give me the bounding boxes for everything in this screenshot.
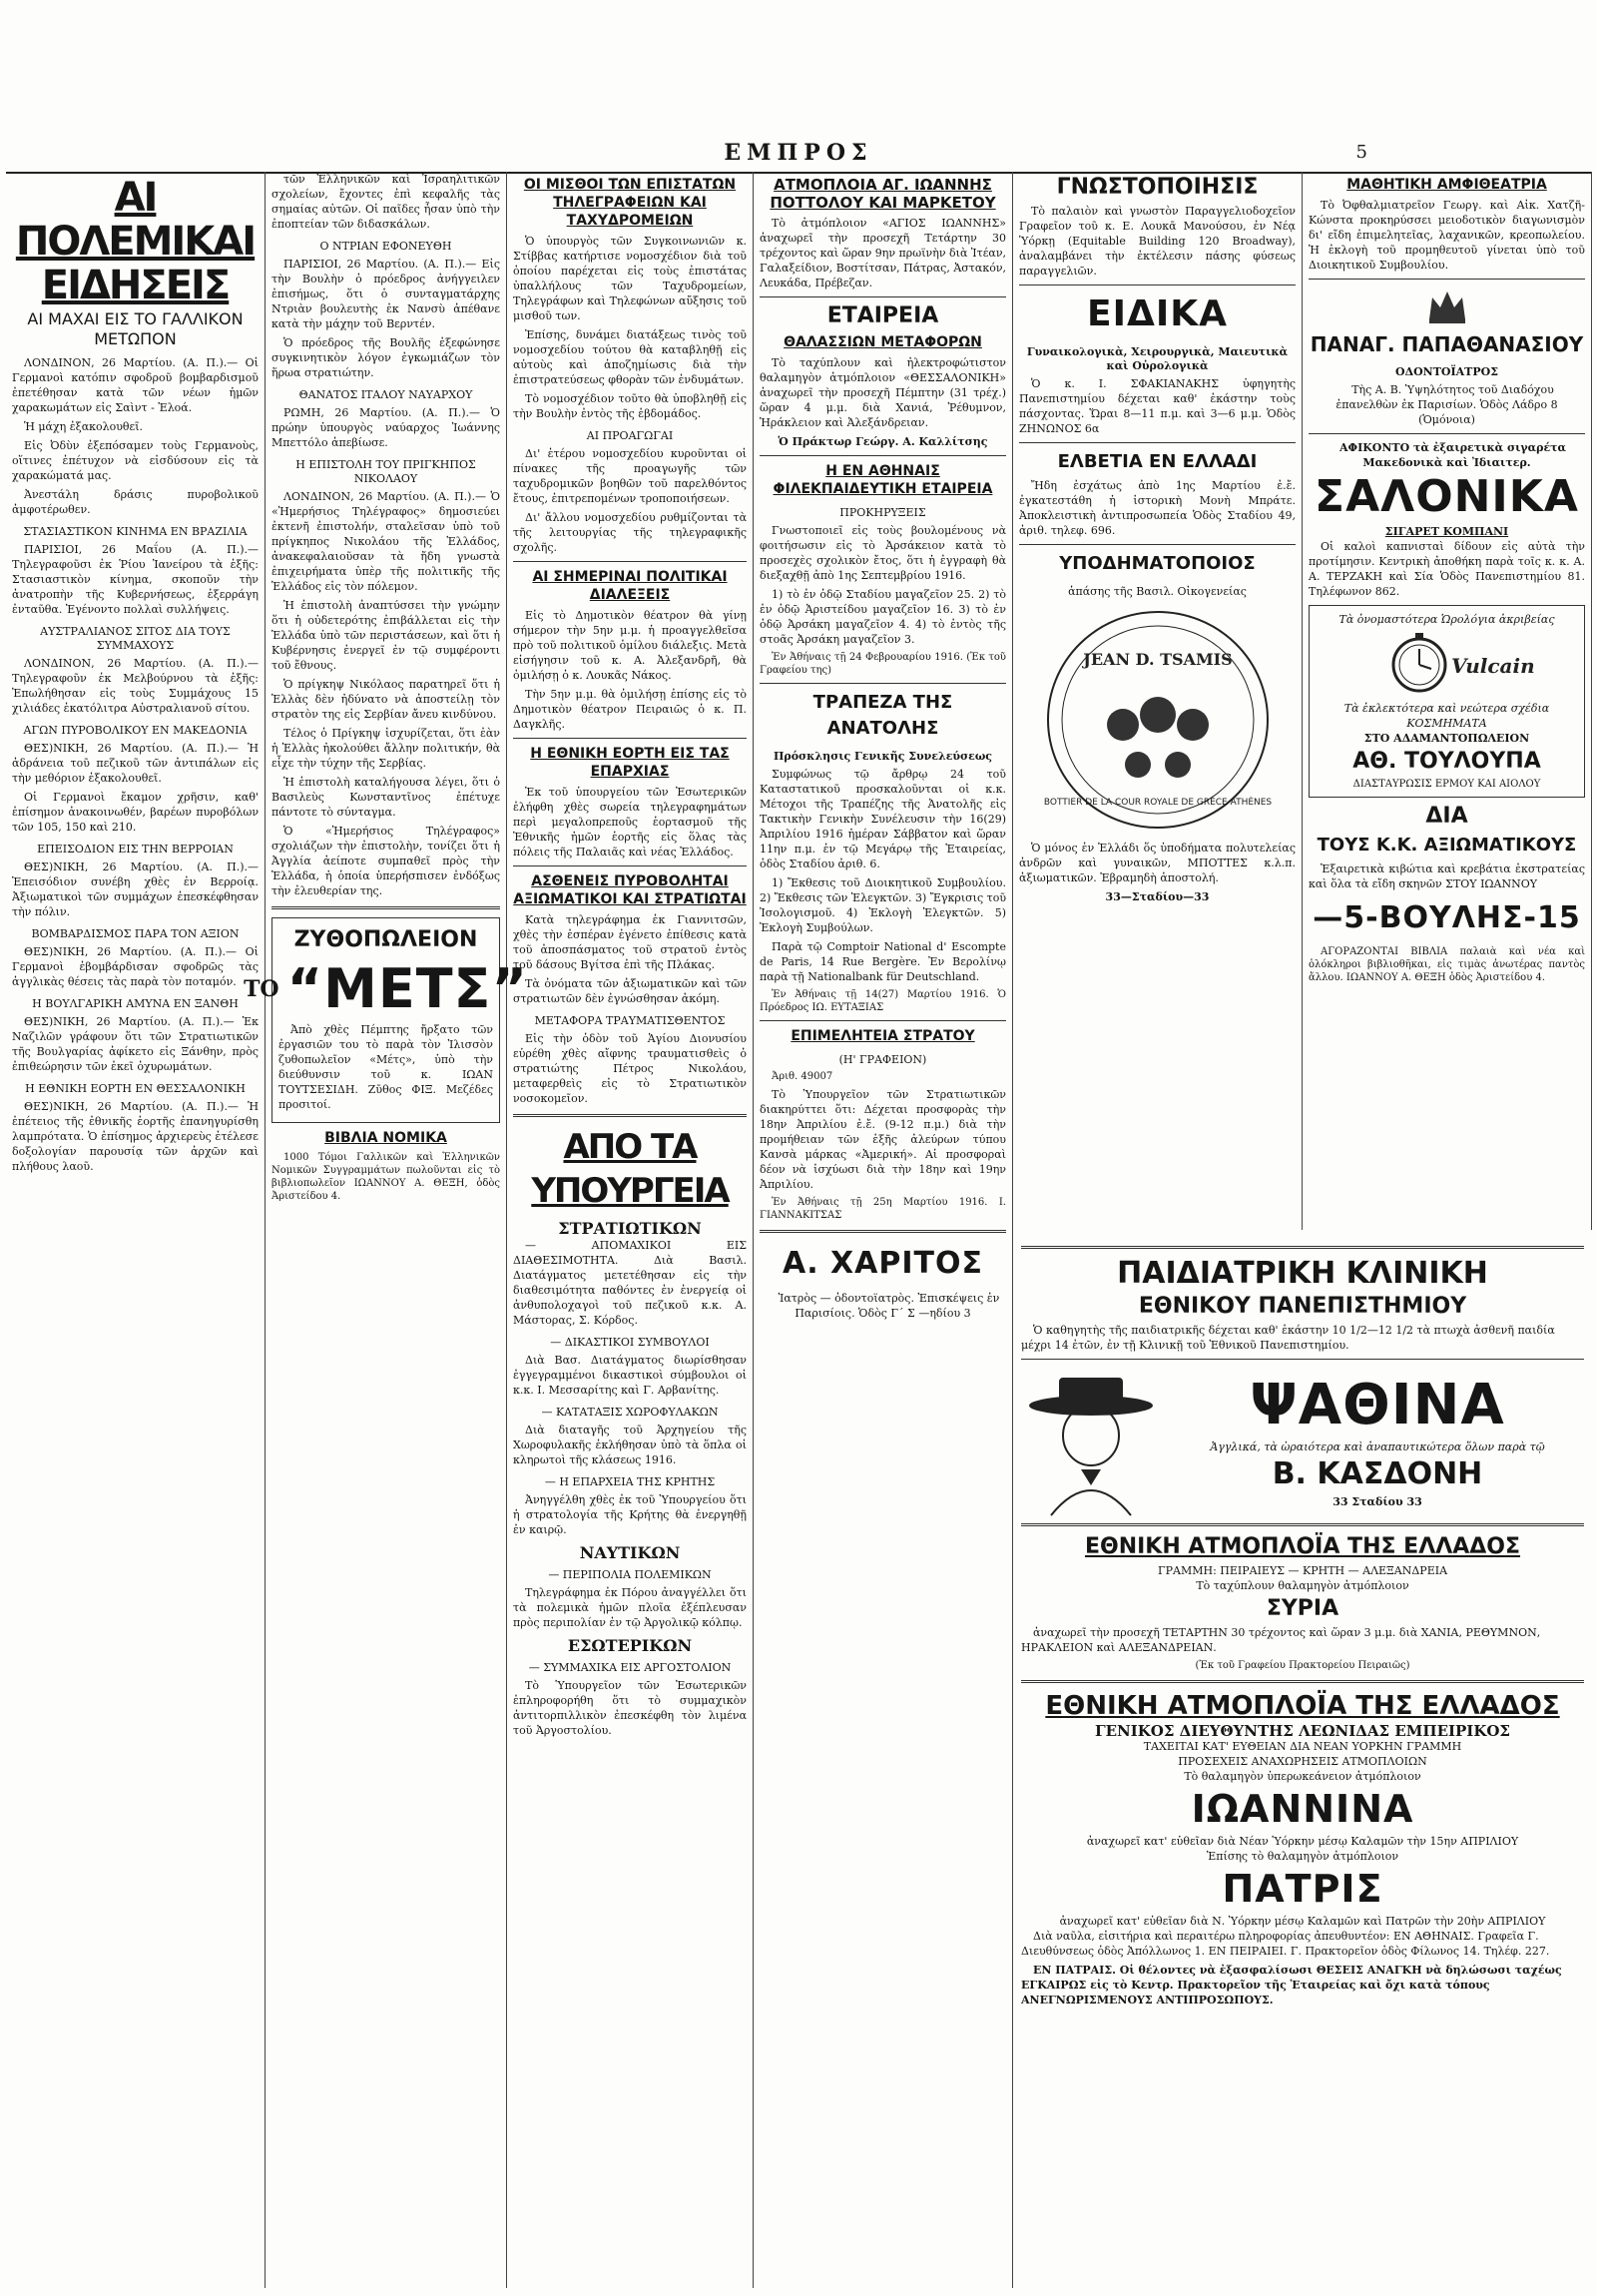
section-heading: ΕΣΩΤΕΡΙΚΩΝ	[567, 1636, 693, 1655]
column-6	[1303, 172, 1592, 1230]
announce-head: ΜΑΘΗΤΙΚΗ ΑΜΦΙΘΕΑΤΡΙΑ	[1346, 177, 1547, 193]
article-paragraph: Τέλος ὁ Πρίγκηψ ἰσχυρίζεται, ὅτι ἐὰν ἡ Ἑλλὰς ἠκολούθει ἄλλην πολιτικήν, θὰ εἶχε τὴν τύχην τῆς Σερβίας.	[271, 727, 500, 770]
article-paragraph: Εἰς τὴν ὁδὸν τοῦ Ἁγίου Διονυσίου εὑρέθη χθὲς αἴφνης τραυματισθεὶς ὁ στρατιώτης Πέτρος Νικολάου, μεταφερθεὶς εἰς τὸ Στρατιωτικὸν νοσοκομεῖον.	[513, 1032, 747, 1105]
hat-head: ΨΑΘΙΝΑ	[1250, 1373, 1505, 1437]
notice-head: ΓΝΩΣΤΟΠΟΙΗΣΙΣ	[1056, 175, 1259, 200]
bank-sub: Πρόσκλησις Γενικῆς Συνελεύσεως	[773, 750, 993, 763]
article-paragraph: ΘΕΣ)ΝΙΚΗ, 26 Μαρτίου. (Α. Π.).— Ἡ ἐπέτειος τῆς ἐθνικῆς ἑορτῆς ἐπανηγυρίσθη λαμπρότατα. Ὁ ἐπίσημος ἀρχιερεὺς ἐτέλεσε δοξολογίαν παρουσίᾳ τῶν ἀρχῶν καὶ πλήθους λαοῦ.	[12, 1100, 259, 1173]
article-paragraph: ΠΑΡΙΣΙΟΙ, 26 Μαρτίου. (Α. Π.).— Εἰς τὴν Βουλὴν ὁ πρόεδρος ἀνήγγειλεν ἐπισήμως, ὅτι ὁ συνταγματάρχης Ντριὰν βουλευτὴς ἐκ Νανσὺ ἀπέθανε κατὰ τὴν μάχην τοῦ Βερντέν.	[271, 258, 500, 330]
divider	[1309, 433, 1585, 434]
army-supply-sub: (Η' ΓΡΑΦΕΙΟΝ)	[838, 1053, 927, 1066]
article-paragraph: Εἰς τὸ Δημοτικὸν θέατρον θὰ γίνῃ σήμερον τὴν 5ην μ.μ. ἡ προαγγελθεῖσα πρὸ τοῦ πολιτικοῦ ὁμίλου διάλεξις. Μετὰ εἰσήγησιν τοῦ κ. Α. Ἀλεξανδρῆ, θὰ ὁμιλήσῃ ὁ κ. Λουκᾶς Νάκος.	[513, 609, 747, 682]
headline-war-news: ΑΙ ΠΟΛΕΜΙΚΑΙ ΕΙΔΗΣΕΙΣ	[15, 175, 256, 308]
article-paragraph: Τὴν 5ην μ.μ. θὰ ὁμιλήσῃ ἐπίσης εἰς τὸ Δημοτικὸν θέατρον Πειραιῶς ὁ κ. Π. Δαγκλῆς.	[513, 688, 747, 731]
article-paragraph: Ἡ ἐπιστολὴ ἀναπτύσσει τὴν γνώμην ὅτι ἡ οὐδετερότης ἐπιβάλλεται εἰς τὴν Ἑλλάδα ὑπὸ τῶν περιστάσεων, καὶ ὅτι ἡ Κυβέρνησις ἐνεργεῖ ἐν τῷ συμφέροντι τοῦ ἔθνους.	[271, 599, 500, 672]
shoemaker-text: Ὁ μόνος ἐν Ἑλλάδι ὅς ὑποδήματα πολυτελείας ἀνδρῶν καὶ γυναικῶν, ΜΠΟΤΤΕΣ κ.λ.π. ἀξιωματικῶν. Ἐβραμηδὴ ἀποστολή.	[1019, 842, 1296, 884]
shoemaker-emblem	[1033, 605, 1283, 835]
society-text: Γνωστοποιεῖ εἰς τοὺς βουλομένους νὰ φοιτήσωσιν εἰς τὸ Ἀρσάκειον κατὰ τὸ προσεχὲς σχολικὸν ἔτος, ὅτι ἡ ἐγγραφὴ θὰ διεξαχθῇ ἀπὸ 1ης Σεπτεμβρίου 1916.	[760, 524, 1006, 582]
article-paragraph: Τηλεγράφημα ἐκ Πόρου ἀναγγέλλει ὅτι τὰ πολεμικὰ ἡμῶν πλοῖα ἐξέπλευσαν πρὸς περιπολίαν ἐν τῷ Ἀργολικῷ κόλπῳ.	[513, 1586, 747, 1629]
bank-sign: Ἐν Ἀθήναις τῇ 14(27) Μαρτίου 1916. Ὁ Πρόεδρος ΙΩ. ΕΥΤΑΞΙΑΣ	[760, 989, 1006, 1013]
shoemaker-head: ΥΠΟΔΗΜΑΤΟΠΟΙΟΣ	[1059, 553, 1256, 574]
cigarette-text: Οἱ καλοὶ καπνισταὶ δίδουν εἰς αὐτὰ τὴν προτίμησιν. Κεντρικὴ ἀποθήκη παρὰ τοῖς κ. κ. Α. Α. ΤΕΡΖΑΚΗ καὶ Σία Ὁδὸς Πανεπιστημίου 81. Τηλέφωνον 862.	[1309, 540, 1585, 598]
line2-dir: ΓΕΝΙΚΟΣ ΔΙΕΥΘΥΝΤΗΣ ΛΕΩΝΙΔΑΣ ΕΜΠΕΙΡΙΚΟΣ	[1094, 1722, 1511, 1740]
section-heading: ΒΟΜΒΑΡΔΙΣΜΟΣ ΠΑΡΑ ΤΟΝ ΑΞΙΟΝ	[31, 927, 240, 940]
dentist-text: Τὴς Α. Β. Ὑψηλότητος τοῦ Διαδόχου ἐπανελθὼν ἐκ Παρισίων. Ὁδὸς Λάδρο 8 (Ὁμόνοια)	[1335, 383, 1558, 426]
ad-brewery-name: “ΜΕΤΣ”	[286, 957, 528, 1020]
books-text: ΑΓΟΡΑΖΟΝΤΑΙ ΒΙΒΛΙΑ παλαιὰ καὶ νέα καὶ ὁλόκληροι βιβλιοθῆκαι, εἰς τιμὰς ἀνωτέρας παντὸς ἄλλου. ΙΩΑΝΝΟΥ Α. ΘΕΞΗ ὁδὸς Ἀριστείδου 4.	[1309, 946, 1585, 983]
section-heading: Η ΕΘΝΙΚΗ ΕΟΡΤΗ ΕΝ ΘΕΣΣΑΛΟΝΙΚΗ	[25, 1082, 246, 1095]
line1-ship: ΣΥΡΙΑ	[1266, 1596, 1339, 1621]
line2-text: Τὸ θαλαμηγὸν ὑπερωκεάνειον ἀτμόπλοιον	[1184, 1770, 1421, 1783]
line2-text-3: Ἐπίσης τὸ θαλαμηγὸν ἀτμόπλοιον	[1206, 1850, 1399, 1863]
headline-salaries: ΟΙ ΜΙΣΘΟΙ ΤΩΝ ΕΠΙΣΤΑΤΩΝ ΤΗΛΕΓΡΑΦΕΙΩΝ ΚΑΙ ΤΑΧΥΔΡΟΜΕΙΩΝ	[523, 177, 737, 229]
section-heading: ΝΑΥΤΙΚΩΝ	[579, 1543, 681, 1562]
article-paragraph: Εἰς Ὀδὺν ἐξεπόσαμεν τοὺς Γερμανοὺς, οἵτινες ἐπέτυχον νὰ εἰσδύσουν εἰς τὰ χαρακώματά μας.	[12, 439, 259, 482]
doctor-text: Ἰατρὸς — ὀδοντοϊατρὸς. Ἐπισκέψεις ἐν Παρισίοις. Ὁδὸς Γ΄ Σ —ηδίου 3	[778, 1292, 1000, 1320]
divider	[513, 738, 747, 739]
line1-sign: (Ἐκ τοῦ Γραφείου Πρακτορείου Πειραιῶς)	[1195, 1660, 1410, 1671]
law-books-head: ΒΙΒΛΙΑ ΝΟΜΙΚΑ	[324, 1130, 447, 1146]
watches-top: Τὰ ὀνομαστότερα Ὡρολόγια ἀκριβείας	[1338, 613, 1555, 626]
divider	[760, 1020, 1006, 1021]
article-paragraph: Ἡ ἐπιστολὴ καταλήγουσα λέγει, ὅτι ὁ Βασιλεὺς Κωνσταντῖνος ἐπέτυχε πάντοτε τὸ σύνταγμα.	[271, 776, 500, 819]
divider	[760, 683, 1006, 684]
ad-shipping-text: Τὸ ταχύπλουν καὶ ἠλεκτροφώτιστον θαλαμηγὸν ἀτμόπλοιον «ΘΕΣΣΑΛΟΝΙΚΗ» ἀναχωρεῖ τὴν προσεχῆ Πέμπτην (31 τρέχ.) ὥραν 4 μ.μ. διὰ Χανιά, Ῥέθυμνον, Ἡράκλειον καὶ Ἀλεξάνδρειαν.	[760, 356, 1006, 429]
article-paragraph: Οἱ Γερμανοὶ ἔκαμον χρῆσιν, καθ' ἐπίσημον ἀνακοινωθέν, βαρέων πυροβόλων τῶν 105, 150 καὶ 210.	[12, 791, 259, 834]
column-5	[1013, 172, 1303, 1230]
divider	[760, 296, 1006, 297]
headline-officers: ΑΣΘΕΝΕΙΣ ΠΥΡΟΒΟΛΗΤΑΙ ΑΞΙΩΜΑΤΙΚΟΙ ΚΑΙ ΣΤΡΑΤΙΩΤΑΙ	[513, 873, 747, 907]
line2-head: ΕΘΝΙΚΗ ΑΤΜΟΠΛΟΪΑ ΤΗΣ ΕΛΛΑΔΟΣ	[1045, 1691, 1560, 1721]
line2-sub-2: ΠΡΟΣΕΧΕΙΣ ΑΝΑΧΩΡΗΣΕΙΣ ΑΤΜΟΠΛΟΙΩΝ	[1178, 1755, 1427, 1768]
article-paragraph: Ἀνεστάλη δράσις πυροβολικοῦ ἀμφοτέρωθεν.	[12, 488, 259, 516]
army-supply-text: Τὸ Ὑπουργεῖον τῶν Στρατιωτικῶν διακηρύττει ὅτι: Δέχεται προσφορὰς τὴν 18ην Ἀπριλίου ἐ.ἔ. (9-12 π.μ.) διὰ τὴν προμήθειαν τῶν ἑξῆς ἀλεύρων τύπου Κανσὰ μάρκας «Ἀμερική». Αἱ προσφοραὶ δέον νὰ ἰσχύωσι διὰ τὴν 18ην καὶ 19ην Ἀπριλίου.	[760, 1088, 1006, 1191]
section-heading: Η ΒΟΥΛΓΑΡΙΚΗ ΑΜΥΝΑ ΕΝ ΞΑΝΘΗ	[32, 997, 239, 1010]
divider	[760, 455, 1006, 456]
section-heading: — ΣΥΜΜΑΧΙΚΑ ΕΙΣ ΑΡΓΟΣΤΟΛΙΟΝ	[528, 1661, 732, 1674]
ad-steamship-text: Τὸ ἀτμόπλοιον «ΑΓΙΟΣ ΙΩΑΝΝΗΣ» ἀναχωρεῖ τὴν προσεχῆ Τετάρτην 30 τρέχοντος καὶ ὥραν 9ην πρωϊνὴν διὰ Ἰτέαν, Γαλαξείδιον, Βοστίτσαν, Πάτρας, Ἀστακόν, Λευκάδα, Πρέβεζαν.	[760, 217, 1006, 289]
divider	[1021, 1523, 1584, 1526]
divider	[271, 906, 500, 909]
officers-head-2: ΤΟΥΣ Κ.Κ. ΑΞΙΩΜΑΤΙΚΟΥΣ	[1317, 835, 1577, 856]
line2-text-5: Διὰ ναῦλα, εἰσιτήρια καὶ περαιτέρω πληροφορίας ἀπευθυντέον: ΕΝ ΑΘΗΝΑΙΣ. Γραφεῖα Γ. Διευθύνσεως ὁδὸς Ἀπόλλωνος 1. ΕΝ ΠΕΙΡΑΙΕΙ. Γ. Πρακτορεῖον ὁδὸς Φίλωνος 14. Τηλέφ. 227.	[1021, 1930, 1550, 1958]
ad-brewery-head: ΖΥΘΟΠΩΛΕΙΟΝ	[293, 927, 478, 952]
swiss-head: ΕΛΒΕΤΙΑ ΕΝ ΕΛΛΑΔΙ	[1057, 451, 1258, 472]
article-paragraph: Τὸ Ὑπουργεῖον τῶν Ἐσωτερικῶν ἐπληροφορήθη ὅτι τὸ συμμαχικὸν ἀντιτορπιλλικὸν ἐπεσκέφθη τὸν λιμένα τοῦ Ἀργοστολίου.	[513, 1679, 747, 1737]
specialist-sub: Γυναικολογικὰ, Χειρουργικὰ, Μαιευτικὰ καὶ Οὐρολογικὰ	[1026, 345, 1289, 372]
masthead	[0, 0, 1597, 168]
society-sign: Ἐν Ἀθήναις τῇ 24 Φεβρουαρίου 1916. (Ἐκ τοῦ Γραφείου της)	[760, 652, 1006, 676]
ad-brewery-to: ΤΟ	[244, 975, 279, 1002]
divider	[1019, 544, 1296, 545]
article-paragraph: Ὁ πρίγκηψ Νικόλαος παρατηρεῖ ὅτι ἡ Ἑλλὰς δὲν ἠδύνατο νὰ ἀποστείλῃ τὸν στρατὸν της εἰς Σερβίαν ἄνευ κινδύνου.	[271, 678, 500, 721]
dentist-head: ΠΑΝΑΓ. ΠΑΠΑΘΑΝΑΣΙΟΥ	[1310, 332, 1584, 356]
officers-text: Ἐξαιρετικὰ κιβώτια καὶ κρεβάτια ἐκστρατείας καὶ ὅλα τὰ εἴδη σκηνῶν ΣΤΟΥ ΙΩΑΝΝΟΥ	[1309, 862, 1585, 890]
hat-text: Ἀγγλικά, τὰ ὡραιότερα καὶ ἀναπαυτικώτερα ὅλων παρὰ τῷ	[1210, 1440, 1545, 1453]
shoemaker-addr: 33—Σταδίου—33	[1105, 890, 1210, 903]
army-supply-head: ΕΠΙΜΕΛΗΤΕΙΑ ΣΤΡΑΤΟΥ	[791, 1028, 975, 1044]
ad-steamship-head: ΑΤΜΟΠΛΟΙΑ ΑΓ. ΙΩΑΝΝΗΣ ΠΟΤΤΟΛΟΥ ΚΑΙ ΜΑΡΚΕΤΟΥ	[770, 176, 996, 212]
divider	[1309, 279, 1585, 280]
watch-icon	[1387, 627, 1535, 697]
divider	[1021, 1680, 1584, 1683]
hat-ad	[1021, 1366, 1584, 1515]
article-paragraph: ΘΕΣ)ΝΙΚΗ, 26 Μαρτίου. (Α. Π.).— Ἡ ἀδράνεια τοῦ πεζικοῦ τῶν ἀντιπάλων εἰς τὴν μεθόριον ἐξακολουθεῖ.	[12, 742, 259, 785]
doctor-name: Α. ΧΑΡΙΤΟΣ	[782, 1246, 983, 1281]
article-paragraph: Ὁ πρόεδρος τῆς Βουλῆς ἐξεφώνησε συγκινητικὸν λόγον ἐγκωμιάζων τὸν ἥρωα στρατιώτην.	[271, 336, 500, 379]
article-paragraph: Ἐκ τοῦ ὑπουργείου τῶν Ἐσωτερικῶν ἐλήφθη χθὲς σωρεία τηλεγραφημάτων περὶ μεγαλοπρεποῦς ἑορτασμοῦ τῆς Ἐθνικῆς ἡμῶν ἑορτῆς εἰς ὅλας τὰς πόλεις τῆς Παλαιᾶς καὶ νέας Ἑλλάδος.	[513, 786, 747, 859]
notice-text: Τὸ παλαιὸν καὶ γνωστὸν Παραγγελιοδοχεῖον Γραφεῖον τοῦ κ. Ε. Λουκᾶ Μανούσου, ἐν Νέᾳ Ὑόρκῃ (Equitable Building 120 Broadway), ἀναλαμβάνει τὴν ἐκτέλεσιν πάσης φύσεως παραγγελιῶν.	[1019, 205, 1296, 278]
specialist-head: ΕΙΔΙΚΑ	[1087, 293, 1228, 334]
article-paragraph: ΠΑΡΙΣΙΟΙ, 26 Μαΐου (Α. Π.).— Τηλεγραφοῦσι ἐκ Ῥίου Ἰανείρου τὰ ἑξῆς: Στασιαστικὸν κίνημα, σκοποῦν τὴν ἀνατροπὴν τῆς Κυβερνήσεως, ἐξερράγη ἐνταῦθα. Ἐγένοντο πολλαὶ συλλήψεις.	[12, 543, 259, 616]
cigarette-sub: ΣΙΓΑΡΕΤ ΚΟΜΠΑΝΙ	[1384, 525, 1509, 538]
bank-head: ΤΡΑΠΕΖΑ ΤΗΣ ΑΝΑΤΟΛΗΣ	[812, 692, 953, 739]
divider	[513, 561, 747, 562]
watches-mid: Τὰ ἐκλεκτότερα καὶ νεώτερα σχέδια ΚΟΣΜΗΜΑΤΑ	[1343, 702, 1550, 730]
watches-name: ΑΘ. ΤΟΥΛΟΥΠΑ	[1352, 749, 1541, 774]
divider	[513, 1114, 747, 1117]
headline-national-feast: Η ΕΘΝΙΚΗ ΕΟΡΤΗ ΕΙΣ ΤΑΣ ΕΠΑΡΧΙΑΣ	[530, 746, 730, 780]
article-paragraph: Κατὰ τηλεγράφημα ἐκ Γιαννιτσῶν, χθὲς τὴν ἑσπέραν ἐγένετο ἐπίθεσις κατὰ τοῦ ἀποσπάσματος τοῦ στρατοῦ ἐντὸς τοῦ δάσους Βγίτσα ἐπὶ τῆς Πλάκας.	[513, 913, 747, 971]
crown-icon	[1424, 286, 1470, 325]
bank-text: Συμφώνως τῷ ἄρθρῳ 24 τοῦ Καταστατικοῦ προσκαλοῦνται οἱ κ.κ. Μέτοχοι τῆς Τραπέζης τῆς Ἀνατολῆς εἰς Τακτικὴν Γενικὴν Συνέλευσιν τὴν 16(29) Ἀπριλίου 1916 ἡμέραν Σάββατον καὶ ὥραν 11ην π.μ. ἐν τῷ Μεγάρῳ τῆς Ἑταιρείας, ὁδὸς Σταδίου ἀριθ. 6.	[760, 768, 1006, 870]
specialist-text: Ὁ κ. Ι. ΣΦΑΚΙΑΝΑΚΗΣ ὑφηγητὴς Πανεπιστημίου δέχεται καθ' ἑκάστην τοὺς πάσχοντας. Ὥραι 8—11 π.μ. καὶ 3—6 μ.μ. Ὁδὸς ΖΗΝΩΝΟΣ 6α	[1019, 377, 1296, 435]
divider	[1019, 285, 1296, 286]
article-paragraph: ΘΕΣ)ΝΙΚΗ, 26 Μαρτίου. (Α. Π.).— Οἱ Γερμανοὶ ἐβομβάρδισαν σφοδρῶς τὰς ἀγγλικὰς θέσεις τὰς παρὰ τὸν ποταμόν.	[12, 945, 259, 988]
watches-shop: ΣΤΟ ΑΔΑΜΑΝΤΟΠΩΛΕΙΟΝ	[1363, 732, 1530, 745]
section-heading: Η ΕΠΙΣΤΟΛΗ ΤΟΥ ΠΡΙΓΚΗΠΟΣ ΝΙΚΟΛΑΟΥ	[295, 458, 476, 485]
section-heading: ΣΤΡΑΤΙΩΤΙΚΩΝ	[558, 1219, 702, 1238]
divider	[760, 1230, 1006, 1233]
article-paragraph: Ὁ ὑπουργὸς τῶν Συγκοινωνιῶν κ. Στίββας κατήρτισε νομοσχέδιον διὰ τοῦ ὁποίου παρέχεται εἰς τοὺς ἐπιστάτας ὑπαλλήλους τῶν Ταχυδρομείων, Τηλεγράφων καὶ Τηλεφώνων αὔξησις τοῦ μισθοῦ των.	[513, 235, 747, 322]
article-paragraph: ΘΕΣ)ΝΙΚΗ, 26 Μαρτίου. (Α. Π.).— Ἐπεισόδιον συνέβη χθὲς ἐν Βερροίᾳ. Ἀξιωματικοὶ τῶν συμμάχων ἐπεσκέφθησαν τὴν πόλιν.	[12, 861, 259, 918]
divider	[1019, 442, 1296, 443]
divider	[513, 865, 747, 866]
dentist-sub: ΟΔΟΝΤΟΪΑΤΡΟΣ	[1394, 365, 1499, 378]
ad-watches	[1309, 605, 1585, 798]
watches-addr: ΔΙΑΣΤΑΥΡΩΣΙΣ ΕΡΜΟΥ ΚΑΙ ΑΙΟΛΟΥ	[1352, 779, 1541, 790]
bank-list: 1) Ἔκθεσις τοῦ Διοικητικοῦ Συμβουλίου. 2) Ἔκθεσις τῶν Ἐλεγκτῶν. 3) Ἔγκρισις τοῦ Ἰσολογισμοῦ. 4) Ἐκλογὴ Ἐλεγκτῶν. 5) Ἐκλογὴ Συμβούλων.	[760, 876, 1007, 934]
society-head: Η ΕΝ ΑΘΗΝΑΙΣ ΦΙΛΕΚΠΑΙΔΕΥΤΙΚΗ ΕΤΑΙΡΕΙΑ	[773, 463, 993, 497]
section-heading: ΘΑΝΑΤΟΣ ΙΤΑΛΟΥ ΝΑΥΑΡΧΟΥ	[298, 388, 473, 401]
line2-text-6: ΕΝ ΠΑΤΡΑΙΣ. Οἱ θέλοντες νὰ ἐξασφαλίσωσι ΘΕΣΕΙΣ ΑΝΑΓΚΗ νὰ δηλώσωσι ταχέως ΕΓΚΑΙΡΩΣ εἰς τὸ Κεντρ. Πρακτορεῖον τῆς Ἑταιρείας καὶ ὄχι κατὰ τόπους ΑΝΕΓΝΩΡΙΣΜΕΝΟΥΣ ΑΝΤΙΠΡΟΣΩΠΟΥΣ.	[1021, 1964, 1562, 2007]
article-paragraph: ΛΟΝΔΙΝΟΝ, 26 Μαρτίου. (Α. Π.).— Οἱ Γερμανοὶ κατόπιν σφοδροῦ βομβαρδισμοῦ ἐπετέθησαν κατὰ τῶν νέων ἡμῶν χαρακωμάτων εἰς Σαὶντ - Ἐλοά.	[12, 356, 259, 414]
article-paragraph: — ΑΠΟΜΑΧΙΚΟΙ ΕΙΣ ΔΙΑΘΕΣΙΜΟΤΗΤΑ. Διὰ Βασιλ. Διατάγματος μετετέθησαν εἰς τὴν διαθεσιμότητα παθόντες ἐν ἐνεργείᾳ οἱ ἀνθυπολοχαγοὶ τοῦ πεζικοῦ κ.κ. Α. Μάστορας, Σ. Κόρδος.	[513, 1239, 747, 1327]
ad-brewery	[244, 917, 528, 1123]
ad-shipping-sub: ΘΑΛΑΣΣΙΩΝ ΜΕΤΑΦΟΡΩΝ	[784, 334, 982, 350]
article-paragraph: Δι' ἑτέρου νομοσχεδίου κυροῦνται οἱ πίνακες τῆς προαγωγῆς τῶν ταχυδρομικῶν βοηθῶν τοῦ παρελθόντος ἔτους, ἐπιτρεπομένων τροποποιήσεων.	[513, 447, 747, 505]
article-paragraph: Ἐπίσης, δυνάμει διατάξεως τινὸς τοῦ νομοσχεδίου τούτου θὰ καταβληθῇ εἰς αὐτοὺς καὶ ἀποζημίωσις διὰ τὴν ἐπιστρατεύσεως φθορὰν τῶν ἐνδυμάτων.	[513, 328, 747, 386]
article-paragraph: Διὰ διαταγῆς τοῦ Ἀρχηγείου τῆς Χωροφυλακῆς ἐκλήθησαν ὑπὸ τὰ ὅπλα οἱ κληρωτοὶ τῆς κλάσεως 1916.	[513, 1424, 747, 1466]
cigarette-top: ΑΦΙΚΟΝΤΟ τὰ ἐξαιρετικὰ σιγαρέτα Μακεδονικὰ καὶ Ἰδιαιτερ.	[1338, 441, 1567, 469]
article-paragraph: Τὸ νομοσχέδιον τοῦτο θὰ ὑποβληθῇ εἰς τὴν Βουλὴν ἐντὸς τῆς ἑβδομάδος.	[513, 392, 747, 420]
section-heading: ΕΠΕΙΣΟΔΙΟΝ ΕΙΣ ΤΗΝ ΒΕΡΡΟΙΑΝ	[37, 843, 234, 856]
kids-clinic-head: ΠΑΙΔΙΑΤΡΙΚΗ ΚΛΙΝΙΚΗ	[1117, 1256, 1488, 1291]
article-paragraph: τῶν Ἑλληνικῶν καὶ Ἰσραηλιτικῶν σχολείων, ἔχοντες ἐπὶ κεφαλῆς τὰς σημαίας αὐτῶν. Οἱ παῖδες ἦσαν ὑπὸ τὴν ἐποπτείαν τῶν διδασκάλων.	[271, 173, 500, 231]
section-heading: ΑΥΣΤΡΑΛΙΑΝΟΣ ΣΙΤΟΣ ΔΙΑ ΤΟΥΣ ΣΥΜΜΑΧΟΥΣ	[40, 625, 231, 652]
cigarette-brand: ΣΑΛΟΝΙΚΑ	[1315, 471, 1579, 522]
column-4	[754, 172, 1013, 2288]
hat-name: Β. ΚΑΣΔΟΝΗ	[1272, 1456, 1483, 1491]
kids-clinic-text: Ὁ καθηγητὴς τῆς παιδιατρικῆς δέχεται καθ' ἑκάστην 10 1/2—12 1/2 τὰ πτωχὰ ἀσθενῆ παιδία μέχρι 14 ἐτῶν, ἐν τῇ Κλινικῇ τοῦ Ἐθνικοῦ Πανεπιστημίου.	[1021, 1324, 1555, 1352]
line1-head: ΕΘΝΙΚΗ ΑΤΜΟΠΛΟΪΑ ΤΗΣ ΕΛΛΑΔΟΣ	[1084, 1534, 1521, 1559]
ad-shipping-sign: Ὁ Πράκτωρ Γεώργ. Α. Καλλίτσης	[778, 435, 988, 448]
section-heading: ΑΙ ΠΡΟΑΓΩΓΑΙ	[586, 429, 674, 442]
subhead-french-front: ΑΙ ΜΑΧΑΙ ΕΙΣ ΤΟ ΓΑΛΛΙΚΟΝ ΜΕΤΩΠΟΝ	[27, 309, 244, 348]
article-paragraph: ΡΩΜΗ, 26 Μαρτίου. (Α. Π.).— Ὁ πρώην ὑπουργὸς ναύαρχος Ἰωάννης Μπεττόλο ἀπεβίωσε.	[271, 406, 500, 449]
line2-text-2: ἀναχωρεῖ κατ' εὐθεῖαν διὰ Νέαν Ὑόρκην μέσῳ Καλαμῶν τὴν 15ην ΑΠΡΙΛΙΟΥ	[1086, 1835, 1519, 1848]
section-heading: — ΔΙΚΑΣΤΙΚΟΙ ΣΥΜΒΟΥΛΟΙ	[550, 1336, 710, 1349]
section-heading: — ΚΑΤΑΤΑΞΙΣ ΧΩΡΟΦΥΛΑΚΩΝ	[541, 1406, 719, 1419]
article-paragraph: ΛΟΝΔΙΝΟΝ, 26 Μαρτίου. (Α. Π.).— Τηλεγραφοῦν ἐκ Μελβούρνου τὰ ἑξῆς: Ἐπωλήθησαν εἰς τοὺς Συμμάχους 15 χιλιάδες ἑκατόλιτρα Αὐστραλιανοῦ σίτου.	[12, 657, 259, 715]
army-supply-sign: Ἐν Ἀθήναις τῇ 25η Μαρτίου 1916. Ι. ΓΙΑΝΝΑΚΙΤΣΑΣ	[760, 1197, 1006, 1221]
article-paragraph: Τὰ ὀνόματα τῶν ἀξιωματικῶν καὶ τῶν στρατιωτῶν δὲν ἐγνώσθησαν ἀκόμη.	[513, 977, 747, 1005]
ad-brewery-title	[244, 956, 528, 1022]
divider	[1021, 1359, 1584, 1360]
bank-text-2: Παρὰ τῷ Comptoir National d' Escompte de Paris, 14 Rue Bergère. Ἐν Βερολίνῳ παρὰ τῇ Nationalbank für Deutschland.	[760, 940, 1006, 983]
section-heading: ΑΓΩΝ ΠΥΡΟΒΟΛΙΚΟΥ ΕΝ ΜΑΚΕΔΟΝΙΑ	[23, 724, 248, 737]
divider	[1021, 1246, 1584, 1249]
swiss-text: Ἤδη ἐσχάτως ἀπὸ 1ης Μαρτίου ἐ.ἔ. ἐγκατεστάθη ἡ ἱστορικὴ Μονὴ Μπράτε. Ἀποκλειστικὴ ἀντιπροσωπεία Ὁδὸς Σταδίου 49, ἀριθ. τηλεφ. 696.	[1019, 479, 1296, 537]
section-heading: ΣΤΑΣΙΑΣΤΙΚΟΝ ΚΙΝΗΜΑ ΕΝ ΒΡΑΖΙΛΙΑ	[23, 525, 248, 538]
ad-shipping-head: ΕΤΑΙΡΕΙΑ	[826, 303, 939, 328]
line1-text: Τὸ ταχύπλουν θαλαμηγὸν ἀτμόπλοιον	[1196, 1579, 1409, 1592]
officers-head-1: ΔΙΑ	[1425, 804, 1468, 829]
man-with-hat-icon	[1021, 1366, 1161, 1515]
army-supply-no: Ἀριθ. 49007	[772, 1071, 833, 1082]
shoemaker-brand: JEAN D. TSAMIS	[1082, 650, 1233, 669]
article-paragraph: ΛΟΝΔΙΝΟΝ, 26 Μαρτίου. (Α. Π.).— Ὁ «Ἠμερήσιος Τηλέγραφος» δημοσιεύει ἐκτενῆ ἐπιστολήν, σταλεῖσαν ὑπὸ τοῦ πρίγκηπος Νικολάου τῆς Ἑλλάδος, ἀνακεφαλαιοῦσαν τὰ ἤδη γνωστὰ ἐπιχειρήματα ὑπὲρ τῆς πολιτικῆς τῆς Ἑλλάδος εἰς τὸν πόλεμον.	[271, 490, 500, 593]
headline-ministries: ΑΠΟ ΤΑ ΥΠΟΥΡΓΕΙΑ	[531, 1127, 729, 1211]
ad-brewery-text: Ἀπὸ χθὲς Πέμπτης ἤρξατο τῶν ἐργασιῶν του τὸ παρὰ τὸν Ἰλισσὸν ζυθοπωλεῖον «Μέτς», ὑπὸ τὴν διεύθυνσιν τοῦ κ. ΙΩΑΝ ΤΟΥΤΣΕΣΙΔΗ. Ζῦθος ΦΙΞ. Μεζέδες προσιτοί.	[278, 1023, 493, 1111]
headline-lectures: ΑΙ ΣΗΜΕΡΙΝΑΙ ΠΟΛΙΤΙΚΑΙ ΔΙΑΛΕΞΕΙΣ	[532, 569, 728, 603]
column-2	[244, 172, 528, 2288]
newspaper-title: ΕΜΠΡΟΣ	[724, 140, 873, 166]
society-sub: ΠΡΟΚΗΡΥΞΕΙΣ	[839, 506, 926, 519]
article-paragraph: Δι' ἄλλου νομοσχεδίου ρυθμίζονται τὰ τῆς λειτουργίας τῆς τηλεγραφικῆς σχολῆς.	[513, 511, 747, 554]
line2-ship: ΙΩΑΝΝΙΝΑ	[1191, 1787, 1414, 1831]
column-1	[6, 172, 266, 2288]
article-paragraph: Ἀνηγγέλθη χθὲς ἐκ τοῦ Ὑπουργείου ὅτι ἡ στρατολογία τῆς Κρήτης θὰ ἐνεργηθῇ ἐν καιρῷ.	[513, 1493, 747, 1536]
society-list: 1) τὸ ἐν ὁδῷ Σταδίου μαγαζεῖον 25. 2) τὸ ἐν ὁδῷ Ἀριστείδου μαγαζεῖον 16. 3) τὸ ἐν ὁδῷ Ἀρσάκη μαγαζεῖον 4. 4) τὸ ἐντὸς τῆς στοᾶς Ἀρσάκη μαγαζεῖον 3.	[760, 588, 1006, 646]
article-paragraph: Διὰ Βασ. Διατάγματος διωρίσθησαν ἐγγεγραμμένοι δικαστικοὶ σύμβουλοι οἱ κ.κ. Ι. Μεσσαρίτης καὶ Γ. Αρβανίτης.	[513, 1354, 747, 1397]
bottom-ads	[1013, 1238, 1592, 2288]
line2-text-4: ἀναχωρεῖ κατ' εὐθεῖαν διὰ Ν. Ὑόρκην μέσῳ Καλαμῶν καὶ Πατρῶν τὴν 20ὴν ΑΠΡΙΛΙΟΥ	[1059, 1915, 1546, 1928]
line1-text-2: ἀναχωρεῖ τὴν προσεχῆ ΤΕΤΑΡΤΗΝ 30 τρέχοντος καὶ ὥραν 3 μ.μ. διὰ ΧΑΝΙΑ, ΡΕΘΥΜΝΟΝ, ΗΡΑΚΛΕΙΟΝ καὶ ΑΛΕΞΑΝΔΡΕΙΑΝ.	[1021, 1626, 1541, 1654]
article-paragraph: Ἡ μάχη ἐξακολουθεῖ.	[24, 420, 144, 433]
page-number: 5	[1355, 142, 1367, 163]
shoemaker-sub2: BOTTIER DE LA COUR ROYALE DE GRÈCE ATHÈNES	[1043, 798, 1272, 808]
section-heading: — ΠΕΡΙΠΟΛΙΑ ΠΟΛΕΜΙΚΩΝ	[548, 1568, 712, 1581]
hat-ad-body	[1171, 1372, 1584, 1509]
watches-brand: Vulcain	[1450, 654, 1535, 678]
kids-clinic-sub: ΕΘΝΙΚΟΥ ΠΑΝΕΠΙΣΤΗΜΙΟΥ	[1138, 1294, 1467, 1319]
hat-addr: 33 Σταδίου 33	[1332, 1495, 1422, 1508]
line2-ship-2: ΠΑΤΡΙΣ	[1222, 1867, 1383, 1911]
section-heading: — Η ΕΠΑΡΧΕΙΑ ΤΗΣ ΚΡΗΤΗΣ	[544, 1475, 716, 1488]
article-paragraph: Ὁ «Ἠμερήσιος Τηλέγραφος» σχολιάζων τὴν ἐπιστολὴν, τονίζει ὅτι ἡ Ἀγγλία ἀείποτε συμπαθεῖ πρὸς τὴν Ἑλλάδα, ἡ ὁποία ὑπερήσπισεν ἐνδόξως τὴν ἐλευθερίαν της.	[271, 825, 500, 897]
officers-addr: —5-ΒΟΥΛΗΣ-15	[1313, 900, 1581, 935]
line2-sub: ΤΑΧΕΙΤΑΙ ΚΑΤ' ΕΥΘΕΙΑΝ ΔΙΑ ΝΕΑΝ ΥΟΡΚΗΝ ΓΡΑΜΜΗ	[1143, 1740, 1462, 1753]
law-books-text: 1000 Τόμοι Γαλλικῶν καὶ Ἑλληνικῶν Νομικῶν Συγγραμμάτων πωλοῦνται εἰς τὸ βιβλιοπωλεῖον ΙΩΑΝΝΟΥ Α. ΘΕΞΗ, ὁδὸς Ἀριστείδου 4.	[271, 1152, 500, 1202]
column-3	[507, 172, 754, 2288]
shoemaker-sub: ἁπάσης τῆς Βασιλ. Οἰκογενείας	[1068, 585, 1247, 598]
announce-text: Τὸ Ὀφθαλμιατρεῖον Γεωργ. καὶ Αἰκ. Χατζῆ-Κώνστα προκηρύσσει μειοδοτικὸν διαγωνισμὸν δι' εἴδη ἐπιμελητεῖας, λαχανικῶν, κρεοπωλείου. Ἡ ἐκλογὴ τοῦ προμηθευτοῦ γίνεται ὑπὸ τοῦ Διοικητικοῦ Συμβουλίου.	[1309, 199, 1585, 272]
article-paragraph: ΘΕΣ)ΝΙΚΗ, 26 Μαρτίου. (Α. Π.).— Ἐκ Ναζιλῶν γράφουν ὅτι τῶν Στρατιωτικῶν τῆς Βουλγαρίας ἀφίκετο εἰς Ξάνθην, πρὸς ἐπιθεώρησιν τῶν ἐκεῖ ὀχυρωμάτων.	[12, 1015, 259, 1073]
line1-route: ΓΡΑΜΜΗ: ΠΕΙΡΑΙΕΥΣ — ΚΡΗΤΗ — ΑΛΕΞΑΝΔΡΕΙΑ	[1157, 1564, 1448, 1577]
section-heading: Ο ΝΤΡΙΑΝ ΕΦΟΝΕΥΘΗ	[319, 240, 452, 253]
section-heading: ΜΕΤΑΦΟΡΑ ΤΡΑΥΜΑΤΙΣΘΕΝΤΟΣ	[534, 1014, 726, 1027]
